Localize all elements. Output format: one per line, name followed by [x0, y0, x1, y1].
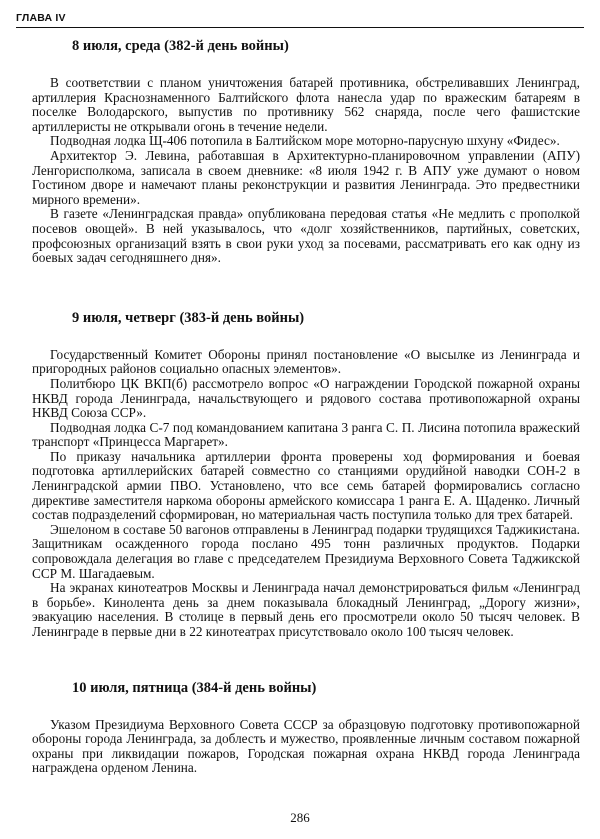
paragraph: Указом Президиума Верховного Совета СССР за образцовую подготовку противопожарной обороны города Ленинграда, за доблесть и мужество, проявленные личным составом пожарной охраны при ликвидации пожаров, Городская пожарная охрана НКВД города Ленинграда награждена орденом Ленина. [32, 716, 580, 776]
paragraph: В газете «Ленинградская правда» опубликована передовая статья «Не медлить с прополкой посевов овощей». В ней указывалось, что «долг хозяйственников, партийных, советских, профсоюзных организаций взять в свои руки уход за посевами, рассматривать его как одну из боевых задач сегодняшнего дня». [32, 206, 580, 266]
paragraph: Подводная лодка С-7 под командованием капитана 3 ранга С. П. Лисина потопила вражеский транспорт «Принцесса Маргарет». [32, 419, 580, 450]
paragraph: Архитектор Э. Левина, работавшая в Архитектурно-планировочном управлении (АПУ) Ленгорисполкома, записала в своем дневнике: «8 июля 1942 г. В АПУ уже думают о новом Гостином дворе и намечают планы реконструкции и развития Ленинграда. Это предвестники мирного времени». [32, 147, 580, 207]
paragraph: Подводная лодка Щ-406 потопила в Балтийском море моторно-парусную шхуну «Фидес». [50, 133, 560, 149]
paragraph: Политбюро ЦК ВКП(б) рассмотрело вопрос «О награждении Городской пожарной охраны НКВД города Ленинграда, начальствующего и рядового состава противопожарной охраны НКВД Союза ССР». [32, 375, 580, 421]
day-section-july-9 [32, 310, 580, 640]
paragraph: На экранах кинотеатров Москвы и Ленинграда начал демонстрироваться фильм «Ленинград в борьбе». Кинолента день за днем показывала блокадный Ленинград, „Дорогу жизни», эвакуацию населения. В столице в первый день его просмотрели около 50 тысяч человек. В Ленинграде в первые дни в 22 кинотеатрах присутствовало около 100 тысяч человек. [32, 580, 580, 639]
page-number: 286 [290, 810, 310, 825]
paragraph: Эшелоном в составе 50 вагонов отправлены в Ленинград подарки трудящихся Таджикистана. Защитникам осажденного города послано 495 тонн различных продуктов. Подарки сопровождала делегация во главе с председателем Президиума Верховного Совета Таджикской ССР М. Шагадаевым. [32, 521, 580, 581]
section-heading: 9 июля, четверг (383-й день войны) [72, 309, 305, 326]
paragraph: По приказу начальника артиллерии фронта проверены ход формирования и боевая подготовка артиллерийских батарей совместно со станциями орудийной наводки СОН-2 в Ленинградской армии ПВО. Установлено, что все семь батарей формировались согласно директиве заместителя наркома обороны армейского комиссара 1 ранга Е. А. Щаденко. Личный состав подразделений сформирован, но материальная часть поступила только для трех батарей. [32, 448, 580, 523]
day-section-july-8 [32, 38, 580, 266]
running-header [16, 12, 584, 28]
header-rule [16, 27, 584, 28]
section-heading: 8 июля, среда (382-й день войны) [72, 38, 289, 54]
page-body [32, 38, 580, 820]
paragraph: В соответствии с планом уничтожения батарей противника, обстреливавших Ленинград, артиллерия Краснознаменного Балтийского флота нанесла удар по вражеским батареям в поселке Володарского, выпустив по противнику 562 снаряда, после чего фашистские артиллеристы не открывали огонь в течение недели. [32, 75, 580, 134]
chapter-label: ГЛАВА IV [16, 12, 66, 24]
section-heading: 10 июля, пятница (384-й день войны) [72, 679, 317, 696]
paragraph: Государственный Комитет Обороны принял постановление «О высылке из Ленинграда и пригородных районов социально опасных элементов». [32, 346, 580, 377]
day-section-july-10 [32, 680, 580, 776]
